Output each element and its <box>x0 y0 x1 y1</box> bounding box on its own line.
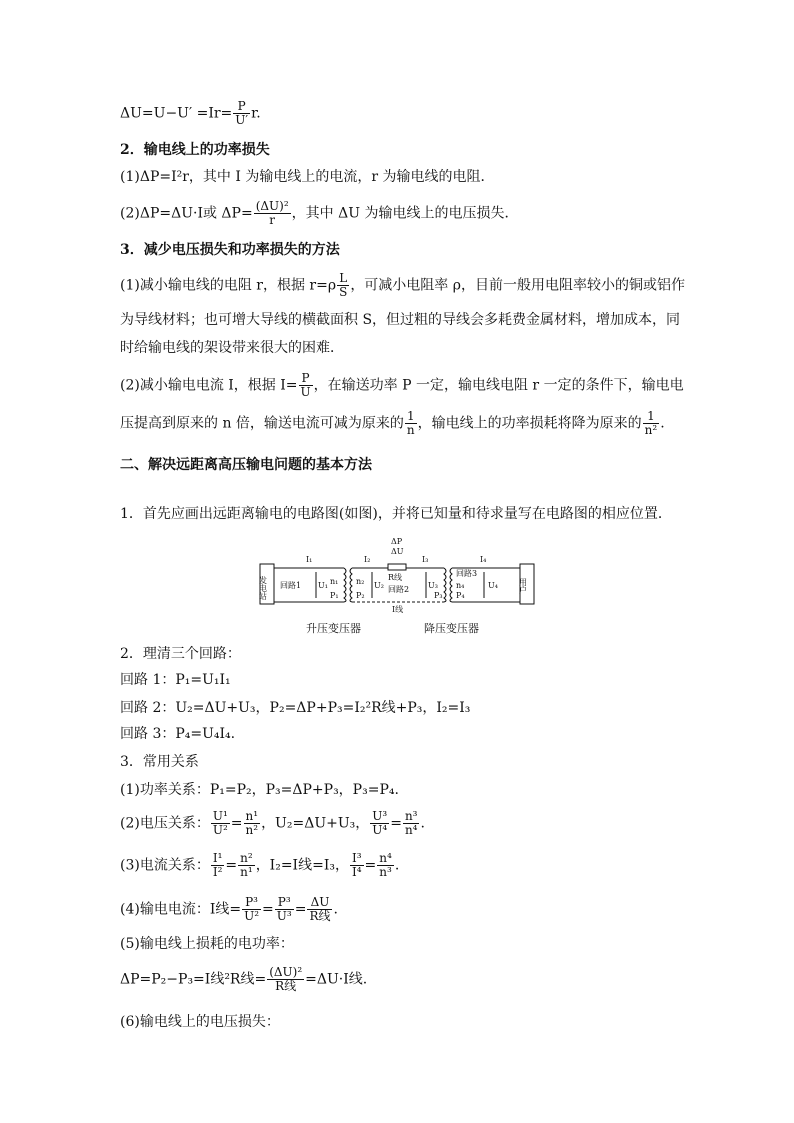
label-U1: U₁ <box>318 581 328 590</box>
formula-voltage-loss: ΔU=U−U′ =Ir= $\frac{P}{U'}$ r. <box>120 99 261 127</box>
coil-n3 <box>444 568 446 602</box>
transmission-circuit-diagram <box>258 536 538 636</box>
relation-power-loss-heading: (5)输电线上损耗的电功率： <box>120 936 294 952</box>
para-text: 压提高到原来的 n 倍，输送电流可减为原来的 $\frac{1}{n}$ ，输电线上的功率损耗将降为原来的 $\frac{1}{\text{n²}}$ . <box>120 409 665 437</box>
coil-n1 <box>344 568 346 602</box>
label-P1: P₁ <box>330 591 339 600</box>
label-P2: P₂ <box>356 591 365 600</box>
para-text: 为导线材料；也可增大导线的横截面积 S，但过粗的导线会多耗费金属材料，增加成本，同 <box>120 312 681 328</box>
label-P4: P₄ <box>456 591 465 600</box>
label-n1: n₁ <box>330 577 339 586</box>
label-I2: I₂ <box>364 555 371 564</box>
relation-voltage: (2)电压关系： $\frac{\text{U¹}}{\text{U²}}$ = $\frac{\text{n¹}}{\text{n²}}$ ，U₂=ΔU+U₃， $\frac{\text{U³}}{\text{U⁴}}$ = $\frac{\text{n³}}{\text{n⁴}}$ . <box>120 809 425 837</box>
label-R: R线 <box>388 573 403 582</box>
fraction: $\frac{P}{U'}$ <box>235 99 249 127</box>
step-2: 2．理清三个回路： <box>120 646 241 662</box>
section-heading-basic-methods: 二、解决远距离高压输电问题的基本方法 <box>120 457 372 473</box>
step-1: 1．首先应画出远距离输电的电路图(如图)，并将已知量和待求量写在电路图的相应位置． <box>120 506 672 522</box>
para-text: 时给输电线的架设带来很大的困难． <box>120 340 344 356</box>
label-U4: U₄ <box>488 581 498 590</box>
label-Iline: I线 <box>392 605 404 614</box>
label-n4: n₄ <box>456 581 465 590</box>
para-reduce-resistance: (1)减小输电线的电阻 r，根据 r=ρ $\frac{L}{S}$ ，可减小电阻率 ρ，目前一般用电阻率较小的铜或铝作 <box>120 271 685 299</box>
user-label: 用户 <box>518 578 528 594</box>
caption-step-down: 降压变压器 <box>424 622 479 635</box>
para-reduce-current: (2)减小输电电流 I，根据 I= $\frac{P}{U}$ ，在输送功率 P 一定，输电线电阻 r 一定的条件下，输电电 <box>120 371 684 399</box>
label-dU: ΔU <box>391 547 404 556</box>
label-n2: n₂ <box>356 577 365 586</box>
label-U2: U₂ <box>374 581 384 590</box>
relation-voltage-loss-heading: (6)输电线上的电压损失： <box>120 1014 280 1030</box>
relation-line-current: (4)输电电流：I线= $\frac{\text{P³}}{\text{U²}}$ = $\frac{\text{P³}}{\text{U³}}$ = $\frac{\Delta U}{\text{R线}}$ . <box>120 895 338 923</box>
loop2-label: 回路2 <box>388 585 410 594</box>
loop-3-eq: 回路 3：P₄=U₄I₄. <box>120 726 236 742</box>
relation-current: (3)电流关系： $\frac{\text{I¹}}{\text{I²}}$ = $\frac{\text{n²}}{\text{n¹}}$ ，I₂=I线=I₃， $\frac{\text{I³}}{\text{I⁴}}$ = $\frac{\text{n⁴}}{\text{n³}}$ . <box>120 851 400 879</box>
coil-n2 <box>350 568 352 602</box>
label-P3: P₃ <box>434 591 443 600</box>
loop-1-eq: 回路 1：P₁=U₁I₁ <box>120 672 231 688</box>
heading-power-loss: 2．输电线上的功率损失 <box>120 142 270 158</box>
label-I3: I₃ <box>422 555 429 564</box>
para-power-loss-1: (1)ΔP=I²r，其中 I 为输电线上的电流，r 为输电线的电阻． <box>120 169 495 185</box>
loop3-label: 回路3 <box>456 569 478 578</box>
label-dP: ΔP <box>391 537 403 546</box>
loop1-label: 回路1 <box>280 581 302 590</box>
formula-text: ΔU=U−U′ =Ir= <box>120 105 233 122</box>
relation-power: (1)功率关系：P₁=P₂，P₃=ΔP+P₃，P₃=P₄. <box>120 782 399 798</box>
heading-reduce-loss: 3．减少电压损失和功率损失的方法 <box>120 242 340 258</box>
relation-power-loss: ΔP=P₂−P₃=I线²R线= $\frac{\text{(ΔU)²}}{\text{R线}}$ =ΔU·I线. <box>120 965 368 993</box>
label-I1: I₁ <box>306 555 313 564</box>
label-U3: U₃ <box>428 581 438 590</box>
station-label: 发电站 <box>258 576 268 600</box>
line-resistor <box>388 564 406 570</box>
label-I4: I₄ <box>480 555 487 564</box>
circuit-svg <box>258 536 538 621</box>
step-3: 3．常用关系 <box>120 754 199 770</box>
coil-n4 <box>450 568 452 602</box>
caption-step-up: 升压变压器 <box>306 622 361 635</box>
para-power-loss-2: (2)ΔP=ΔU·I或 ΔP= $\frac{\text{(ΔU)²}}{r}$ ，其中 ΔU 为输电线上的电压损失． <box>120 199 519 227</box>
loop-2-eq: 回路 2：U₂=ΔU+U₃，P₂=ΔP+P₃=I₂²R线+P₃，I₂=I₃ <box>120 700 471 716</box>
